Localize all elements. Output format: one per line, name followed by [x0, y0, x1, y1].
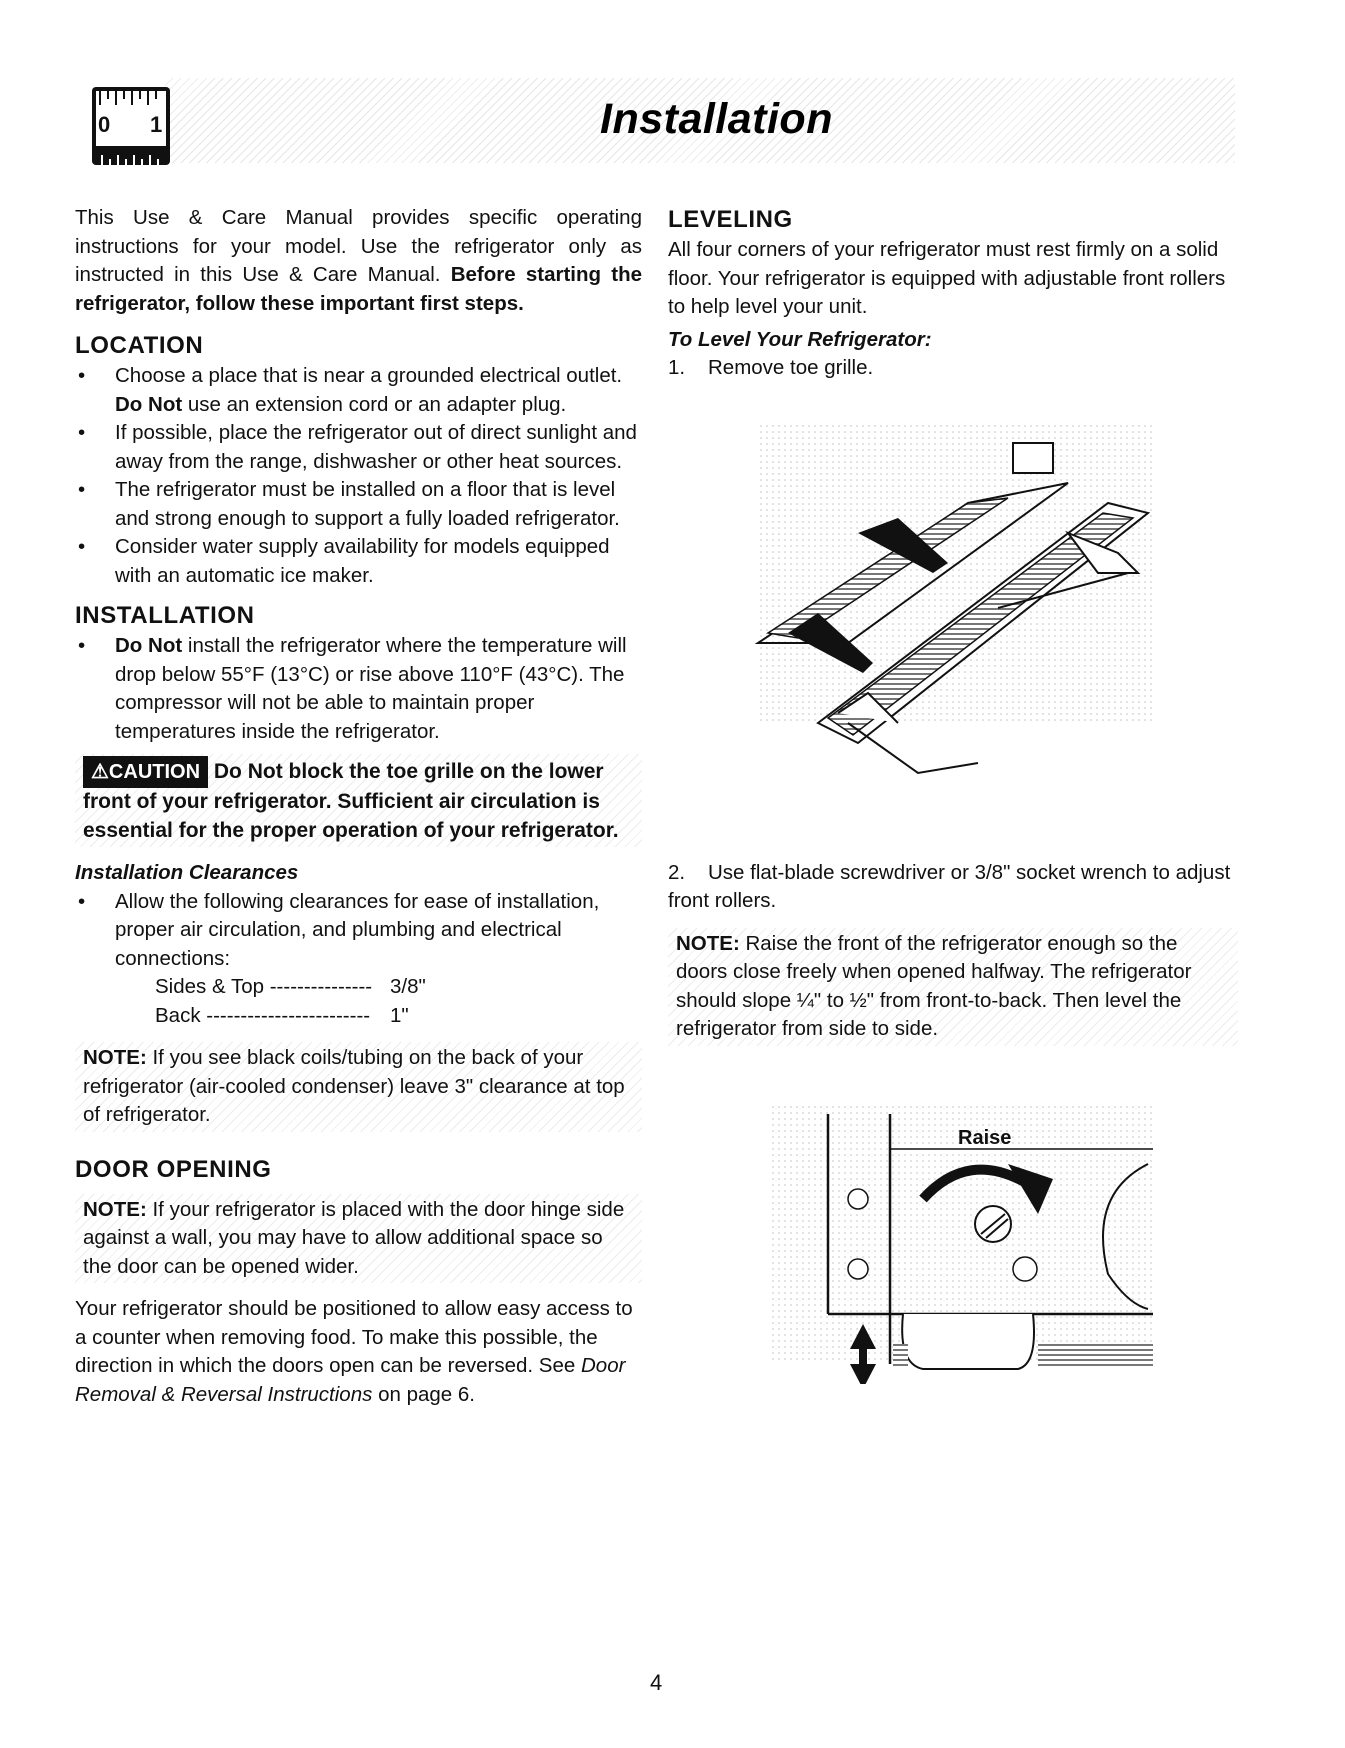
clearances-table: [155, 973, 642, 1030]
leveling-note: NOTE: Raise the front of the refrigerator enough so the doors close freely when opened halfway. The refrigerator should slope ¼" to ½" from front-to-back. Then level the refrigerator from side to side.: [668, 928, 1238, 1046]
intro-text: This Use & Care Manual provides specific operating instructions for your model. Use the refrigerator only as instructed in this Use & Care Manual.: [75, 206, 642, 286]
step-1: 1. Remove toe grille.: [668, 356, 874, 379]
page-title: Installation: [600, 95, 833, 143]
ruler-icon: [90, 85, 175, 170]
installation-heading: INSTALLATION: [75, 602, 255, 629]
list-item: • Do Not install the refrigerator where the temperature will drop below 55°F (13°C) or rise above 110°F (43°C). The compressor will not be able to maintain proper temperatures inside the refrigerator.: [78, 634, 627, 743]
clearance-note: NOTE: If you see black coils/tubing on the back of your refrigerator (air-cooled condenser) leave 3" clearance at top of refrigerator.: [75, 1042, 642, 1132]
right-column: [668, 204, 1238, 1384]
caution-box: [75, 754, 642, 847]
door-opening-heading: DOOR OPENING: [75, 1155, 272, 1183]
raise-roller-illustration: [668, 1104, 1238, 1384]
intro-paragraph: [75, 204, 642, 318]
table-row: Sides & Top --------------- 3/8": [155, 975, 426, 998]
list-item: • The refrigerator must be installed on a floor that is level and strong enough to support a fully loaded refrigerator.: [78, 478, 620, 530]
left-column: [75, 204, 642, 1409]
list-item: • If possible, place the refrigerator out of direct sunlight and away from the range, dishwasher or other heat sources.: [78, 421, 637, 473]
list-item: • Allow the following clearances for ease of installation, proper air circulation, and plumbing and electrical connections:: [78, 889, 600, 970]
door-note: NOTE: If your refrigerator is placed with the door hinge side against a wall, you may have to allow additional space so the door can be opened wider.: [75, 1194, 642, 1284]
location-heading: LOCATION: [75, 332, 204, 359]
table-row: Back ------------------------ 1": [155, 1003, 409, 1027]
list-item: • Choose a place that is near a grounded electrical outlet. Do Not use an extension cord or an adapter plug.: [78, 364, 623, 416]
caution-text: Do Not block the toe grille on the lower front of your refrigerator. Sufficient air circulation is essential for the proper operation of your refrigerator.: [83, 760, 619, 842]
list-item: • Consider water supply availability for models equipped with an automatic ice maker.: [78, 535, 610, 587]
raise-label: Raise: [958, 1126, 1012, 1149]
door-paragraph: Your refrigerator should be positioned to allow easy access to a counter when removing food. To make this possible, the direction in which the doors open can be reversed. See Door Removal & Reversal Instructions on page 6.: [75, 1297, 633, 1406]
caution-badge: ⚠CAUTION: [83, 756, 208, 788]
installation-list: [75, 632, 642, 746]
location-list: [75, 362, 642, 590]
leveling-heading: LEVELING: [668, 206, 793, 233]
leveling-subheading: To Level Your Refrigerator:: [668, 327, 932, 351]
clearances-subheading: Installation Clearances: [75, 861, 299, 884]
intro-bold: Before starting the refrigerator, follow these important first steps.: [75, 263, 642, 315]
ruler-label-right: 1: [150, 112, 163, 137]
step-2: 2. Use flat-blade screwdriver or 3/8" socket wrench to adjust front rollers.: [668, 860, 1231, 912]
leveling-paragraph: All four corners of your refrigerator must rest firmly on a solid floor. Your refrigerator is equipped with adjustable front rollers to help level your unit.: [668, 238, 1226, 318]
clearances-list: [75, 888, 642, 974]
ruler-label-left: 0: [98, 112, 111, 137]
toe-grille-illustration: [668, 423, 1238, 823]
page-number: 4: [650, 1670, 663, 1695]
